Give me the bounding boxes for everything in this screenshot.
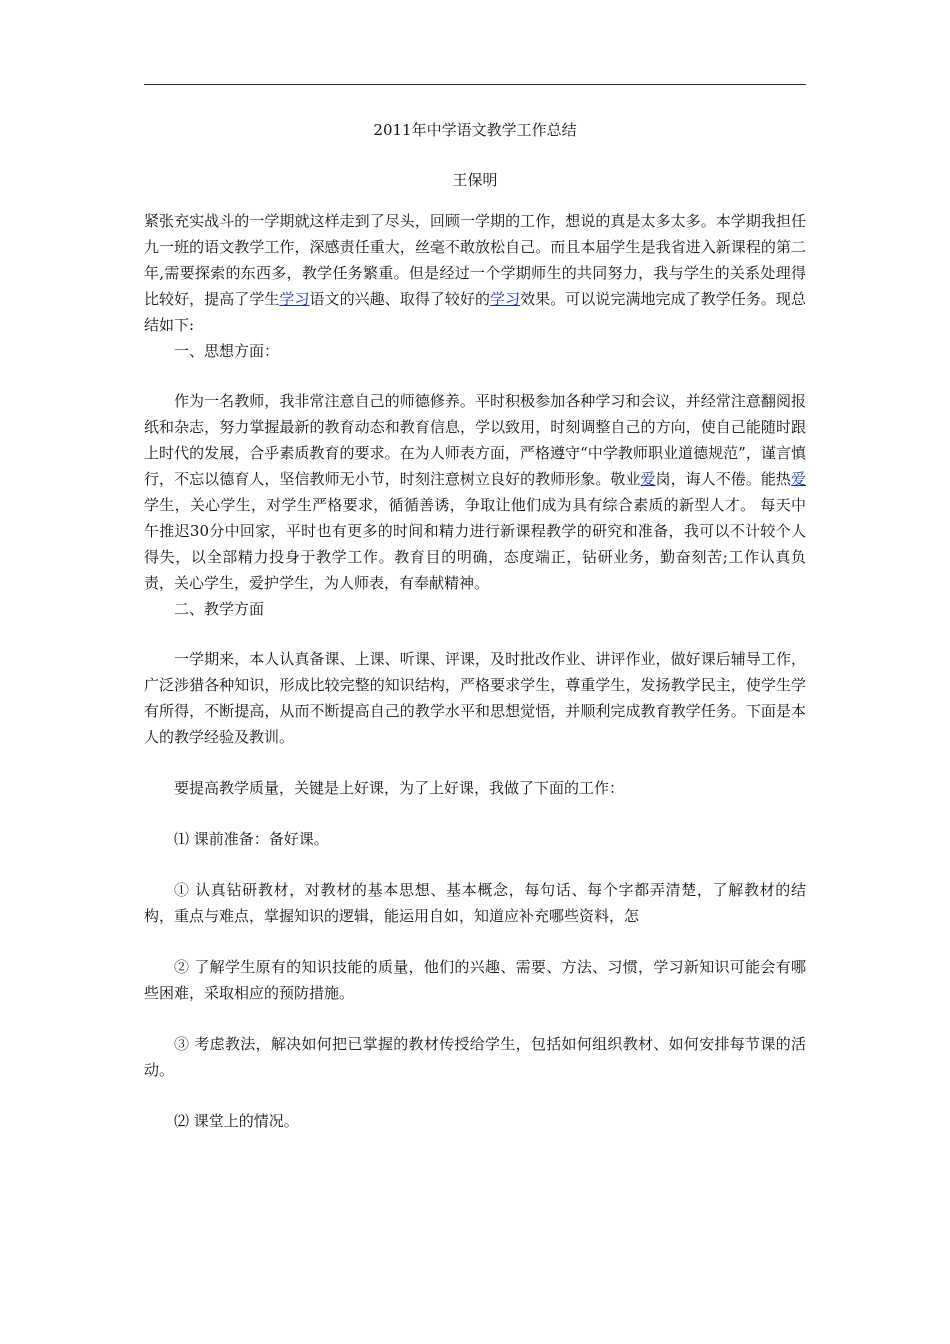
section1-text-2: 岗，诲人不倦。能热 [655,470,791,488]
section1-paragraph [144,388,806,596]
section2-heading: 二、教学方面 [174,600,265,618]
document-body [144,118,806,1134]
author-name: 王保明 [452,171,498,189]
item-1-heading: ⑴ 课前准备：备好课。 [174,830,329,848]
intro-text-3: 效果。可以说完满地完成了教学任务。现总结如下: [144,290,806,334]
section1-text-1: 作为一名教师，我非常注意自己的师德修养。平时积极参加各种学习和会议，并经常注意翻阅报纸和杂志，努力掌握最新的教育动态和教育信息，学以致用，时刻调整自己的方向，使自己能随时跟上时代的发展，合乎素质教育的要求。在为人师表方面，严格遵守“中学教师职业道德规范”，谨言慎行，不忘以德育人，坚信教师无小节，时刻注意树立良好的教师形象。敬业 [144,392,806,488]
item-2-heading: ⑵ 课堂上的情况。 [174,1112,299,1130]
section1-text-3: 学生，关心学生，对学生严格要求，循循善诱，争取让他们成为具有综合素质的新型人才。 每天中午推迟30分中回家，平时也有更多的时间和精力进行新课程教学的研究和准备，我可以不计较个人得失，以全部精力投身于教学工作。教育目的明确，态度端正，钻研业务，勤奋刻苦;工作认真负责，关心学生，爱护学生，为人师表，有奉献精神。 [144,496,806,592]
intro-text-1: 紧张充实战斗的一学期就这样走到了尽头，回顾一学期的工作，想说的真是太多太多。本学期我担任九一班的语文教学工作，深感责任重大，丝毫不敢放松自己。而且本届学生是我省进入新课程的第二年,需要探索的东西多，教学任务繁重。但是经过一个学期师生的共同努力，我与学生的关系处理得比较好，提高了学生 [144,212,806,308]
study-link-2[interactable]: 学习 [490,290,521,308]
item-1-1: ① 认真钻研教材，对教材的基本思想、基本概念，每句话、每个字都弄清楚，了解教材的结构，重点与难点，掌握知识的逻辑，能运用自如，知道应补充哪些资料，怎 [144,881,806,925]
intro-text-2: 语文的兴趣、取得了较好的 [309,290,491,308]
header-rule [144,84,806,85]
love-link-1[interactable]: 爱 [640,470,656,488]
item-1-2: ② 了解学生原有的知识技能的质量，他们的兴趣、需要、方法、习惯，学习新知识可能会有哪些困难，采取相应的预防措施。 [144,958,806,1002]
item-1-3: ③ 考虑教法，解决如何把已掌握的教材传授给学生，包括如何组织教材、如何安排每节课的活动。 [144,1035,806,1079]
study-link-1[interactable]: 学习 [279,290,310,308]
love-link-2[interactable]: 爱 [790,470,806,488]
section2-paragraph-2: 要提高教学质量，关键是上好课，为了上好课，我做了下面的工作： [174,779,625,797]
section1-heading: 一、思想方面： [174,342,280,360]
document-title: 2011年中学语文教学工作总结 [373,121,577,139]
section2-paragraph-1: 一学期来，本人认真备课、上课、听课、评课，及时批改作业、讲评作业，做好课后辅导工作，广泛涉猎各种知识，形成比较完整的知识结构，严格要求学生，尊重学生，发扬教学民主，使学生学有所得，不断提高，从而不断提高自己的教学水平和思想觉悟，并顺利完成教育教学任务。下面是本人的教学经验及教训。 [144,650,806,746]
intro-paragraph [144,208,806,338]
